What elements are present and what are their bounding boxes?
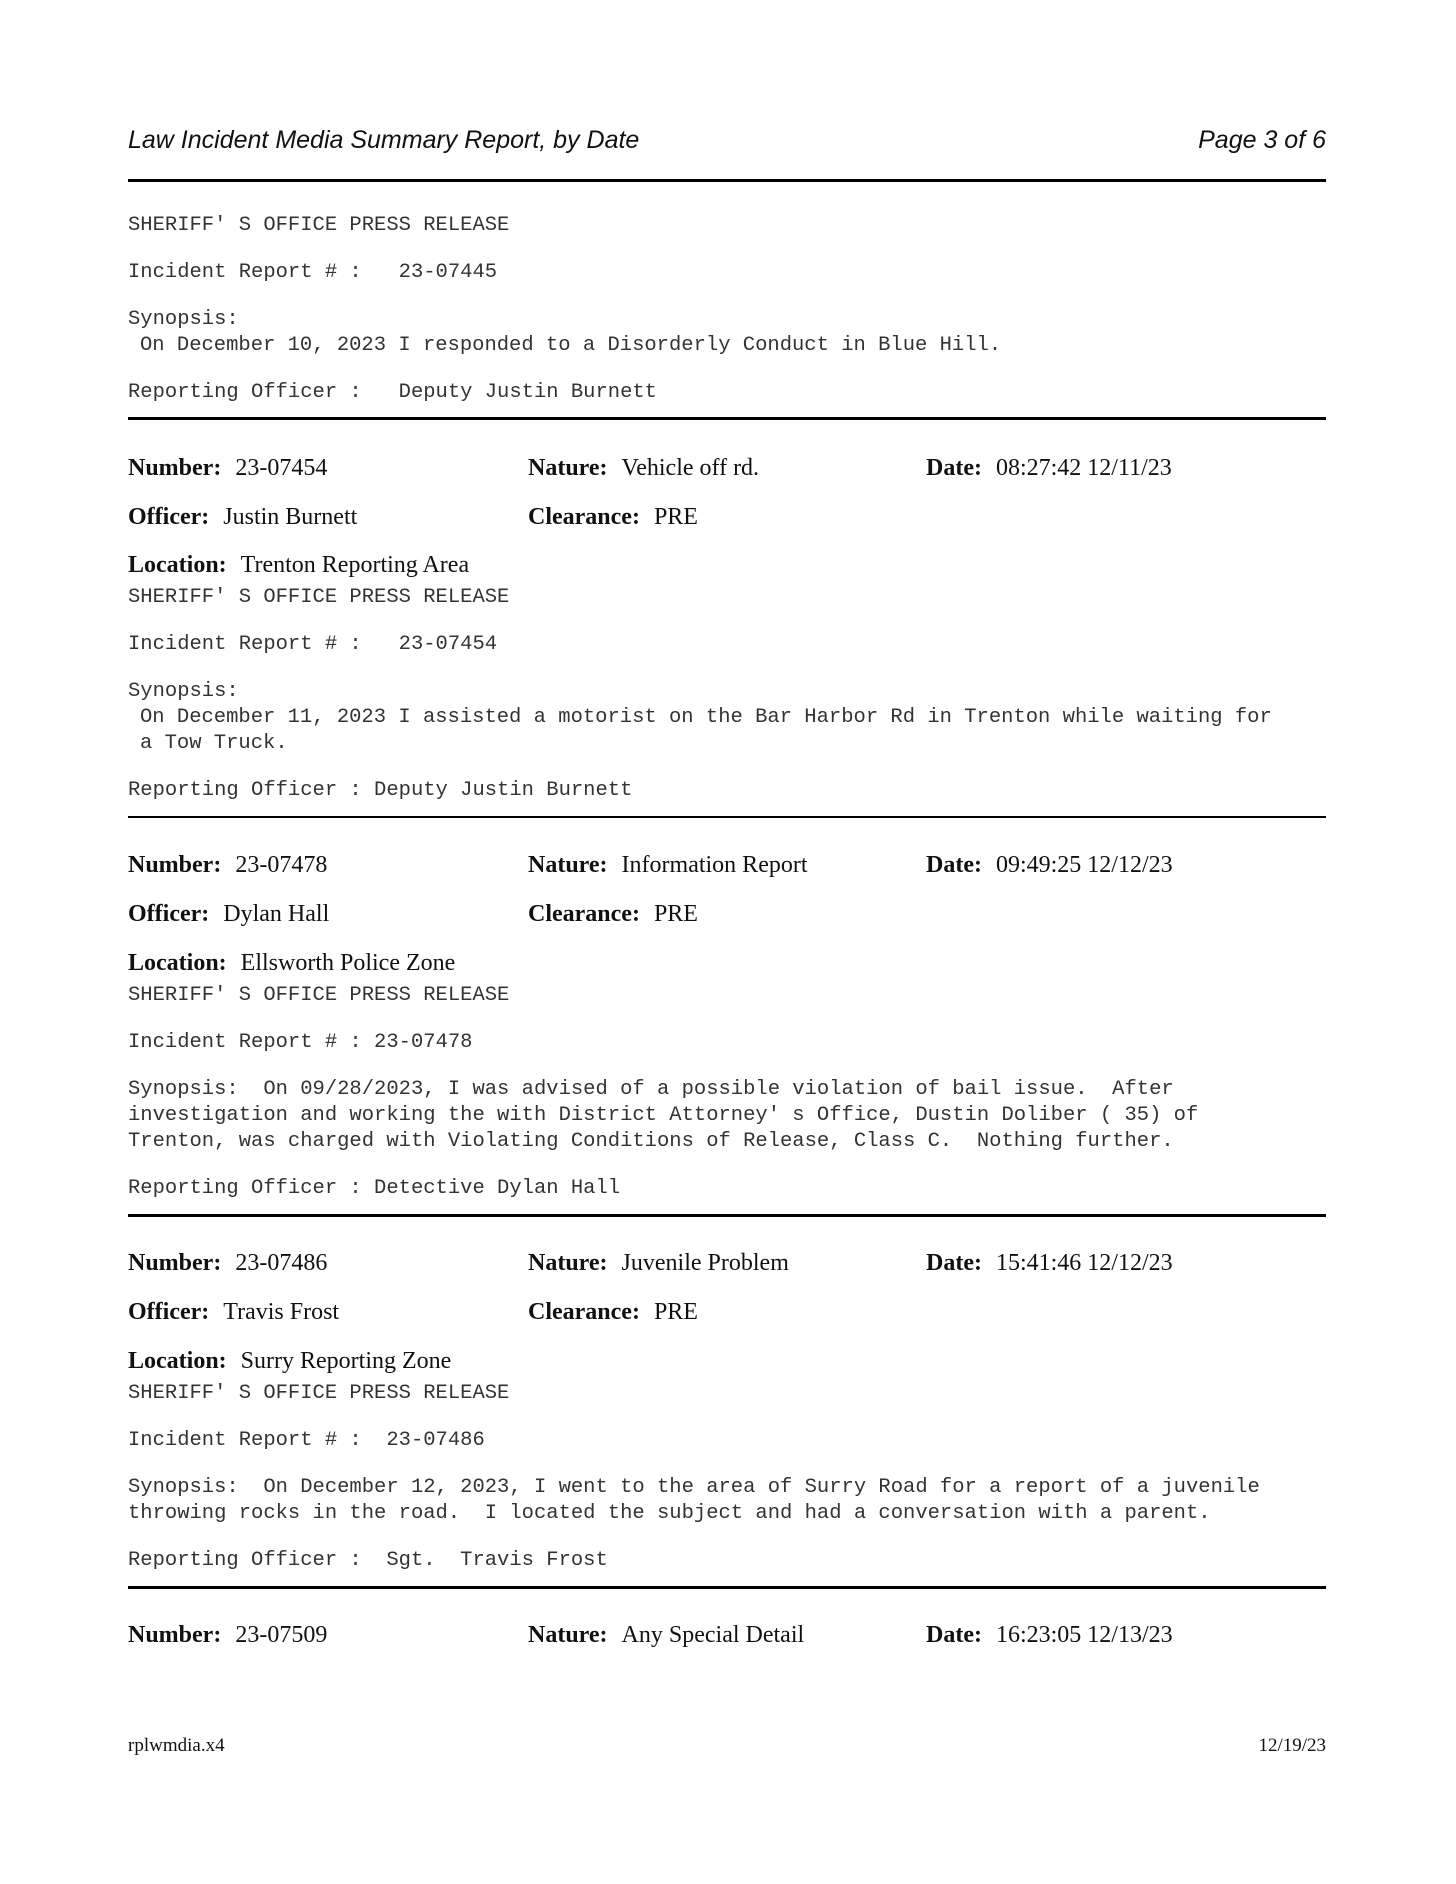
synopsis-line: On December 11, 2023 I assisted a motorist on the Bar Harbor Rd in Trenton while waiting for bbox=[140, 706, 1272, 729]
record-officer: Officer: Justin Burnett bbox=[128, 504, 358, 530]
incident-report-number: Incident Report # : 23-07486 bbox=[128, 1429, 485, 1452]
incident-report-number: Incident Report # : 23-07454 bbox=[128, 633, 498, 656]
press-release-heading: SHERIFF' S OFFICE PRESS RELEASE bbox=[128, 214, 510, 237]
record-location: Location: Trenton Reporting Area bbox=[128, 552, 470, 578]
record-officer: Officer: Dylan Hall bbox=[128, 901, 330, 927]
record-number: Number: 23-07454 bbox=[128, 455, 328, 481]
report-page bbox=[128, 0, 1326, 1884]
record-nature: Nature: Juvenile Problem bbox=[528, 1250, 789, 1276]
record-divider bbox=[128, 1586, 1326, 1589]
record-nature: Nature: Information Report bbox=[528, 852, 808, 878]
record-date: Date: 15:41:46 12/12/23 bbox=[926, 1250, 1173, 1276]
incident-report-number: Incident Report # : 23-07478 bbox=[128, 1031, 473, 1054]
record-nature: Nature: Vehicle off rd. bbox=[528, 455, 760, 481]
report-title: Law Incident Media Summary Report, by Date bbox=[128, 126, 640, 154]
reporting-officer: Reporting Officer : Deputy Justin Burnett bbox=[128, 381, 657, 404]
reporting-officer: Reporting Officer : Deputy Justin Burnett bbox=[128, 779, 633, 802]
synopsis-line: On December 10, 2023 I responded to a Disorderly Conduct in Blue Hill. bbox=[140, 334, 1002, 357]
record-date: Date: 08:27:42 12/11/23 bbox=[926, 455, 1172, 481]
record-nature: Nature: Any Special Detail bbox=[528, 1622, 805, 1648]
press-release-heading: SHERIFF' S OFFICE PRESS RELEASE bbox=[128, 1382, 510, 1405]
record-officer: Officer: Travis Frost bbox=[128, 1299, 340, 1325]
press-release-heading: SHERIFF' S OFFICE PRESS RELEASE bbox=[128, 586, 510, 609]
press-release-heading: SHERIFF' S OFFICE PRESS RELEASE bbox=[128, 984, 510, 1007]
record-clearance: Clearance: PRE bbox=[528, 901, 698, 927]
header-divider bbox=[128, 179, 1326, 182]
synopsis-line: Synopsis: On December 12, 2023, I went to the area of Surry Road for a report of a juvenile bbox=[128, 1476, 1260, 1499]
record-number: Number: 23-07486 bbox=[128, 1250, 328, 1276]
reporting-officer: Reporting Officer : Detective Dylan Hall bbox=[128, 1177, 621, 1200]
synopsis-line: a Tow Truck. bbox=[140, 732, 288, 755]
footer-print-date: 12/19/23 bbox=[1258, 1735, 1326, 1756]
incident-report-number: Incident Report # : 23-07445 bbox=[128, 261, 498, 284]
synopsis-line: investigation and working the with District Attorney' s Office, Dustin Doliber ( 35) of bbox=[128, 1104, 1199, 1127]
record-divider bbox=[128, 1214, 1326, 1217]
synopsis-line: Trenton, was charged with Violating Conditions of Release, Class C. Nothing further. bbox=[128, 1130, 1174, 1153]
record-location: Location: Surry Reporting Zone bbox=[128, 1348, 452, 1374]
footer-report-code: rplwmdia.x4 bbox=[128, 1735, 225, 1756]
record-date: Date: 09:49:25 12/12/23 bbox=[926, 852, 1173, 878]
record-location: Location: Ellsworth Police Zone bbox=[128, 950, 456, 976]
record-number: Number: 23-07478 bbox=[128, 852, 328, 878]
record-divider bbox=[128, 417, 1326, 420]
reporting-officer: Reporting Officer : Sgt. Travis Frost bbox=[128, 1549, 608, 1572]
synopsis-label: Synopsis: bbox=[128, 680, 239, 703]
synopsis-line: Synopsis: On 09/28/2023, I was advised of a possible violation of bail issue. After bbox=[128, 1078, 1174, 1101]
record-date: Date: 16:23:05 12/13/23 bbox=[926, 1622, 1173, 1648]
record-clearance: Clearance: PRE bbox=[528, 1299, 698, 1325]
page-number: Page 3 of 6 bbox=[1198, 126, 1326, 154]
record-divider bbox=[128, 816, 1326, 818]
synopsis-line: throwing rocks in the road. I located the subject and had a conversation with a parent. bbox=[128, 1502, 1211, 1525]
record-number: Number: 23-07509 bbox=[128, 1622, 328, 1648]
record-clearance: Clearance: PRE bbox=[528, 504, 698, 530]
synopsis-label: Synopsis: bbox=[128, 308, 239, 331]
